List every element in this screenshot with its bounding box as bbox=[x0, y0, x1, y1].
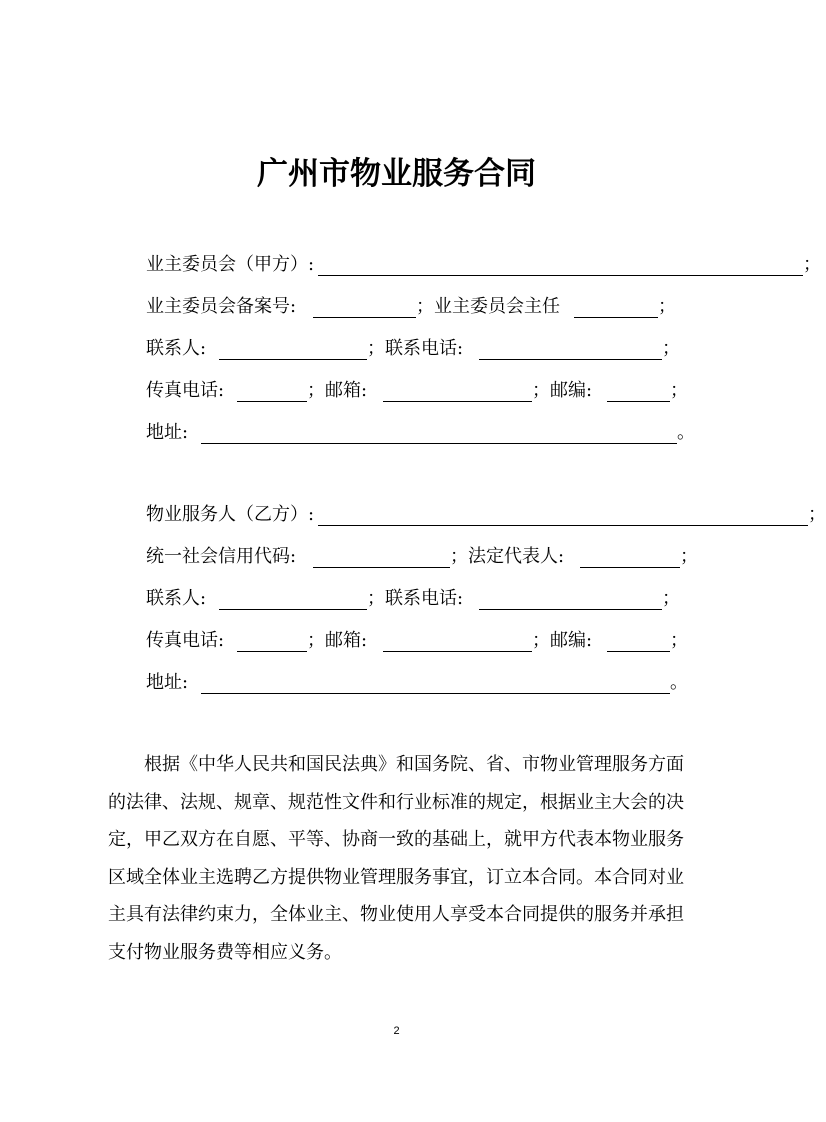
semicolon: ； bbox=[803, 254, 821, 275]
contract-title: 广州市物业服务合同 bbox=[257, 156, 536, 192]
preamble-line: 的法律、法规、规章、规范性文件和行业标准的规定，根据业主大会的决 bbox=[108, 791, 684, 813]
party-a-contact-blank[interactable] bbox=[219, 359, 367, 360]
party-a-name-blank[interactable] bbox=[318, 275, 803, 276]
party-a-email-blank[interactable] bbox=[383, 401, 532, 402]
party-b-credit-code-label: 统一社会信用代码: bbox=[146, 546, 297, 567]
party-b-contact-label: 联系人: bbox=[146, 588, 207, 609]
party-b-name-blank[interactable] bbox=[318, 525, 808, 526]
semicolon: ； bbox=[662, 338, 680, 359]
party-b-legal-rep-label: ；法定代表人: bbox=[450, 546, 565, 567]
preamble-line: 支付物业服务费等相应义务。 bbox=[108, 941, 342, 963]
party-b-contact-blank[interactable] bbox=[219, 609, 367, 610]
party-b-name-label: 物业服务人（乙方）: bbox=[146, 504, 315, 525]
party-a-phone-blank[interactable] bbox=[479, 359, 662, 360]
party-b-email-label: ；邮箱: bbox=[307, 630, 368, 651]
party-b-legal-rep-blank[interactable] bbox=[580, 567, 680, 568]
party-a-contact-label: 联系人: bbox=[146, 338, 207, 359]
semicolon: ； bbox=[670, 630, 688, 651]
party-a-phone-label: ；联系电话: bbox=[367, 338, 464, 359]
party-b-fax-label: 传真电话: bbox=[146, 630, 225, 651]
preamble-line: 根据《中华人民共和国民法典》和国务院、省、市物业管理服务方面 bbox=[108, 754, 684, 775]
party-a-fax-blank[interactable] bbox=[237, 401, 307, 402]
party-a-name-label: 业主委员会（甲方）: bbox=[146, 254, 315, 275]
party-b-phone-label: ；联系电话: bbox=[367, 588, 464, 609]
semicolon: ； bbox=[670, 380, 688, 401]
party-a-address-blank[interactable] bbox=[201, 443, 677, 444]
preamble-line: 定，甲乙双方在自愿、平等、协商一致的基础上，就甲方代表本物业服务 bbox=[108, 829, 684, 850]
party-a-email-label: ；邮箱: bbox=[307, 380, 368, 401]
period: 。 bbox=[670, 672, 688, 693]
semicolon: ； bbox=[808, 504, 826, 525]
period: 。 bbox=[677, 422, 695, 443]
semicolon: ； bbox=[658, 296, 676, 317]
party-b-credit-code-blank[interactable] bbox=[313, 567, 450, 568]
semicolon: ； bbox=[680, 546, 698, 567]
semicolon: ； bbox=[662, 588, 680, 609]
party-a-fax-label: 传真电话: bbox=[146, 380, 225, 401]
party-b-address-label: 地址: bbox=[146, 672, 189, 693]
preamble-line: 主具有法律约束力，全体业主、物业使用人享受本合同提供的服务并承担 bbox=[108, 904, 684, 925]
party-b-fax-blank[interactable] bbox=[237, 651, 307, 652]
party-a-postcode-label: ；邮编: bbox=[532, 380, 593, 401]
party-a-postcode-blank[interactable] bbox=[607, 401, 670, 402]
party-a-filing-label: 业主委员会备案号: bbox=[146, 296, 297, 317]
party-a-address-label: 地址: bbox=[146, 422, 189, 443]
party-a-chair-blank[interactable] bbox=[574, 317, 658, 318]
party-a-filing-blank[interactable] bbox=[313, 317, 416, 318]
party-b-email-blank[interactable] bbox=[383, 651, 532, 652]
preamble-line: 区域全体业主选聘乙方提供物业管理服务事宜，订立本合同。本合同对业 bbox=[108, 866, 684, 888]
party-b-phone-blank[interactable] bbox=[479, 609, 662, 610]
party-b-address-blank[interactable] bbox=[201, 693, 670, 694]
page-number: 2 bbox=[393, 1025, 400, 1037]
party-a-chair-label: ；业主委员会主任 bbox=[416, 296, 560, 317]
party-b-postcode-label: ；邮编: bbox=[532, 630, 593, 651]
preamble-paragraph bbox=[108, 746, 698, 971]
party-b-postcode-blank[interactable] bbox=[607, 651, 670, 652]
